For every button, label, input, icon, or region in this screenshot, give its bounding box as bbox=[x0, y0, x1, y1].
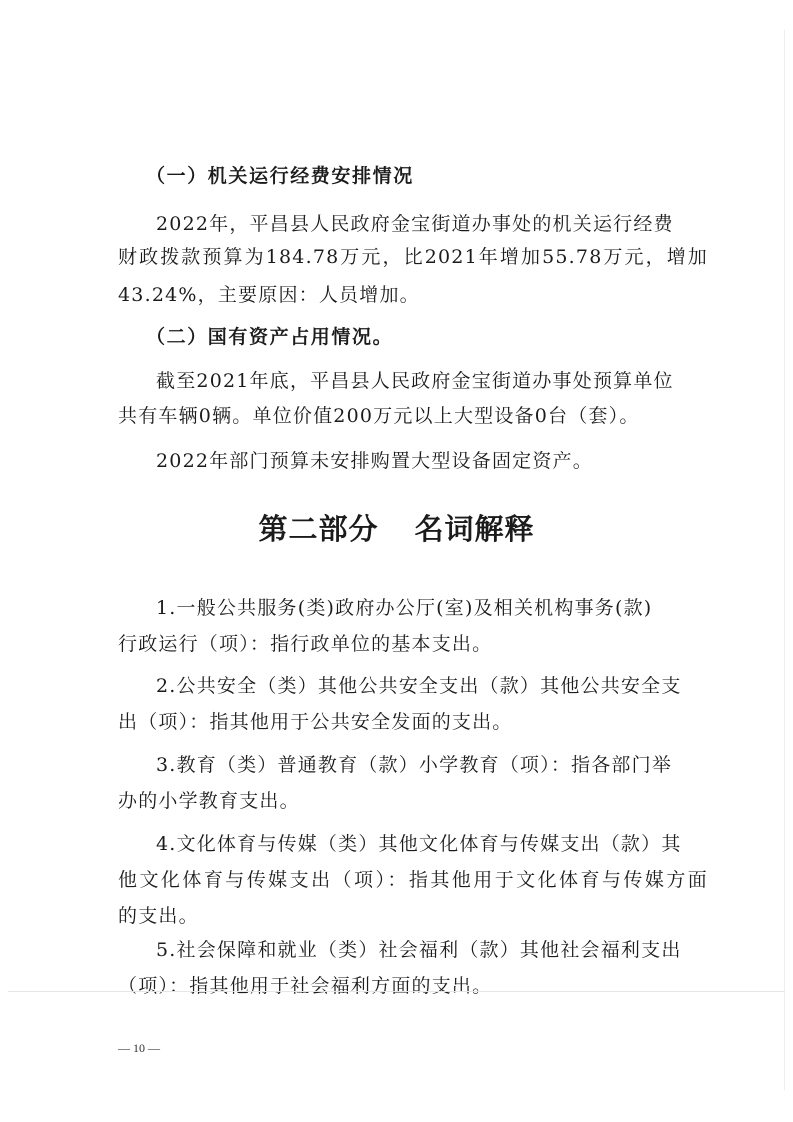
paragraph-line: 截至2021年底，平昌县人民政府金宝街道办事处预算单位 bbox=[156, 370, 674, 392]
section-title bbox=[0, 511, 793, 547]
heading-state-assets: （二）国有资产占用情况。 bbox=[146, 326, 394, 348]
glossary-line: 的支出。 bbox=[118, 905, 199, 927]
glossary-line: （项）：指其他用于社会福利方面的支出。 bbox=[118, 975, 493, 997]
footer-divider bbox=[8, 991, 785, 992]
page-number: — 10 — bbox=[118, 1041, 160, 1055]
glossary-line: 出（项）：指其他用于公共安全发面的支出。 bbox=[118, 711, 513, 733]
paragraph-line: 财政拨款预算为184.78万元，比2021年增加55.78万元，增加 bbox=[118, 246, 708, 268]
paragraph-line: 2022年，平昌县人民政府金宝街道办事处的机关运行经费 bbox=[156, 213, 674, 235]
paragraph-line: 43.24%，主要原因：人员增加。 bbox=[118, 284, 420, 306]
scan-edge-mark bbox=[784, 30, 785, 1090]
section-title-part: 第二部分 bbox=[258, 512, 379, 546]
glossary-line: 他文化体育与传媒支出（项）：指其他用于文化体育与传媒方面 bbox=[118, 869, 708, 891]
glossary-line: 1.一般公共服务(类)政府办公厅(室)及相关机构事务(款) bbox=[156, 597, 653, 619]
heading-operating-funds: （一）机关运行经费安排情况 bbox=[146, 165, 414, 187]
glossary-line: 2.公共安全（类）其他公共安全支出（款）其他公共安全支 bbox=[156, 675, 682, 697]
section-title-name: 名词解释 bbox=[414, 512, 535, 546]
paragraph-line: 2022年部门预算未安排购置大型设备固定资产。 bbox=[156, 450, 593, 472]
paragraph-line: 共有车辆0辆。单位价值200万元以上大型设备0台（套）。 bbox=[118, 405, 640, 427]
glossary-line: 办的小学教育支出。 bbox=[118, 790, 300, 812]
glossary-line: 3.教育（类）普通教育（款）小学教育（项）：指各部门举 bbox=[156, 754, 673, 776]
glossary-line: 行政运行（项）：指行政单位的基本支出。 bbox=[118, 633, 493, 655]
glossary-line: 4.文化体育与传媒（类）其他文化体育与传媒支出（款）其 bbox=[156, 833, 682, 855]
glossary-line: 5.社会保障和就业（类）社会福利（款）其他社会福利支出 bbox=[156, 939, 682, 961]
